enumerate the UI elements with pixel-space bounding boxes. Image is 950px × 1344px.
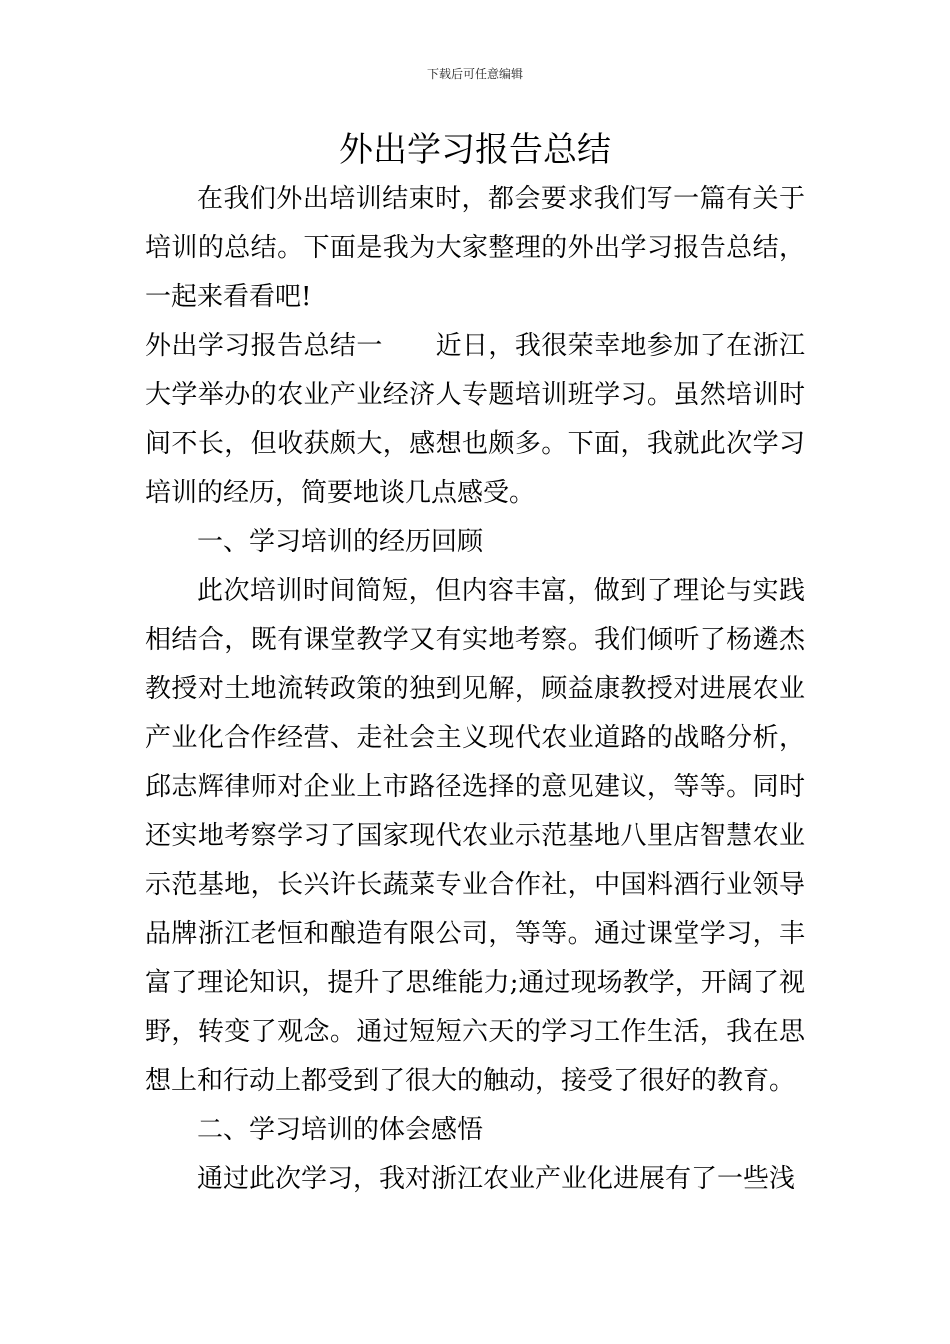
header-note: 下载后可任意编辑 [426,67,523,81]
section-heading-insights: 二、学习培训的体会感悟 [197,1115,484,1145]
part-one-paragraph: 外出学习报告总结一 近日，我很荣幸地参加了在浙江大学举办的农业产业经济人专题培训班学习。虽然培训时间不长，但收获颇大，感想也颇多。下面，我就此次学习培训的经历，简要地谈几点感受。 [145,331,805,508]
review-paragraph: 此次培训时间简短，但内容丰富，做到了理论与实践相结合，既有课堂教学又有实地考察。我们倾听了杨遴杰教授对土地流转政策的独到见解，顾益康教授对进展农业产业化合作经营、走社会主义现代农业道路的战略分析，邱志辉律师对企业上市路径选择的意见建议，等等。同时还实地考察学习了国家现代农业示范基地八里店智慧农业示范基地，长兴许长蔬菜专业合作社，中国料酒行业领导品牌浙江老恒和酿造有限公司，等等。通过课堂学习，丰富了理论知识，提升了思维能力;通过现场教学，开阔了视野，转变了观念。通过短短六天的学习工作生活，我在思想上和行动上都受到了很大的触动，接受了很好的教育。 [145,576,805,1096]
insights-paragraph: 通过此次学习，我对浙江农业产业化进展有了一些浅 [197,1164,796,1194]
document-body [145,175,805,1204]
section-heading-review: 一、学习培训的经历回顾 [197,527,484,557]
intro-paragraph: 在我们外出培训结束时，都会要求我们写一篇有关于培训的总结。下面是我为大家整理的外出学习报告总结，一起来看看吧! [145,184,805,312]
document-title: 外出学习报告总结 [339,130,611,170]
